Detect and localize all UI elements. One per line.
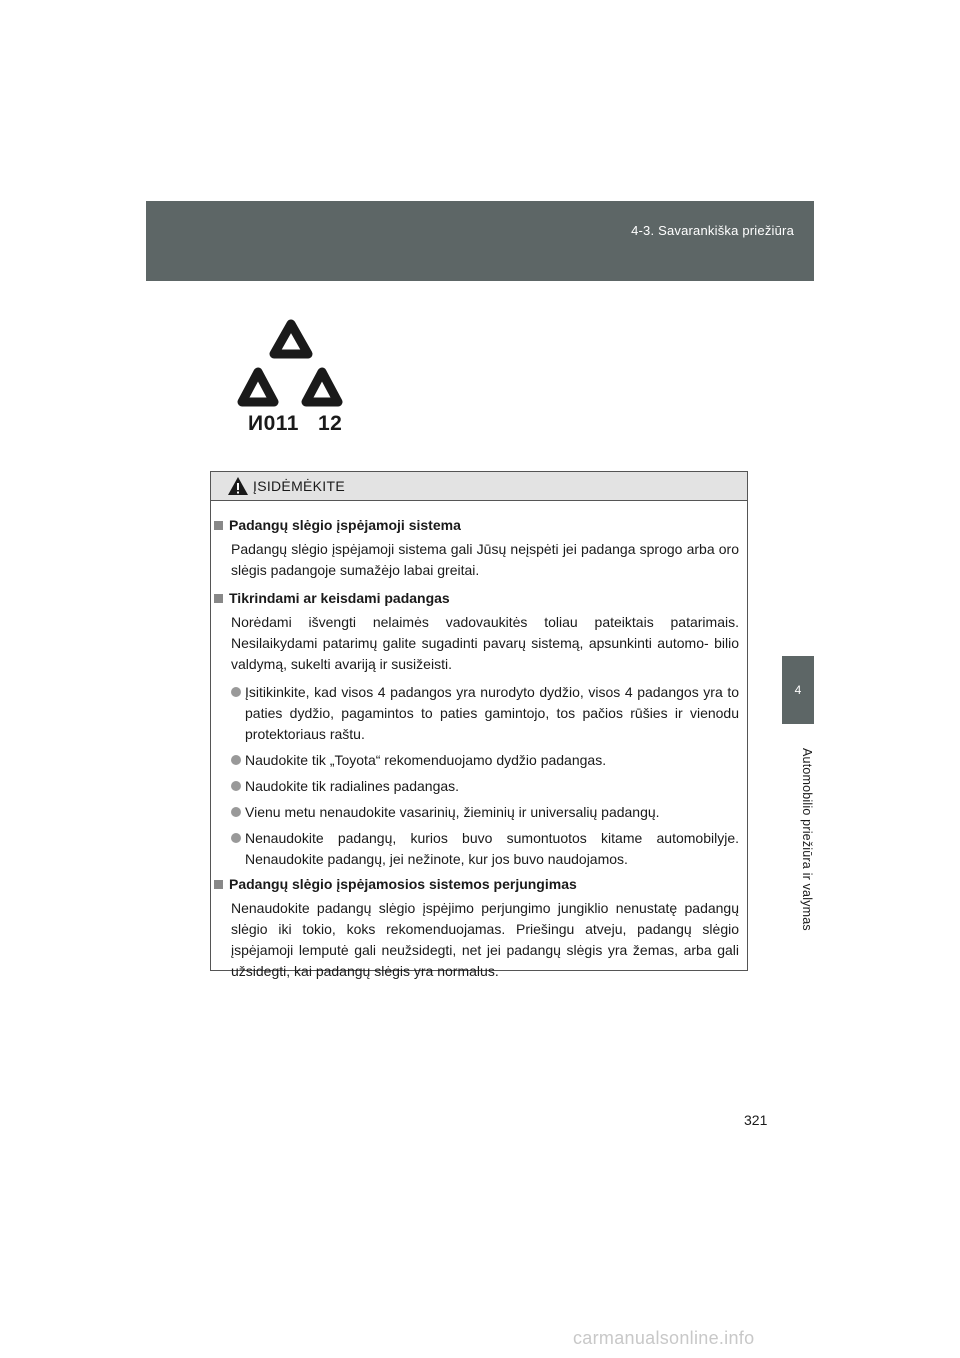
section-heading: Padangų slėgio įspėjamoji sistema [214, 515, 739, 536]
list-item: Vienu metu nenaudokite vasarinių, žieminių ir universalių padangų. [214, 802, 739, 823]
bullet-dot-icon [231, 807, 241, 817]
footer-watermark: carmanualsonline.info [573, 1328, 755, 1348]
list-item: Nenaudokite padangų, kurios buvo sumontuotos kitame automobilyje. Nenaudokite padangų, jei nežinote, kur jos buvo naudojamos. [214, 828, 739, 870]
list-item: Naudokite tik „Toyota“ rekomenduojamo dydžio padangas. [214, 750, 739, 771]
square-bullet-icon [214, 521, 223, 530]
paragraph: Norėdami išvengti nelaimės vadovaukitės toliau pateiktais patarimais. Nesilaikydami patarimų galite sugadinti pavarų sistemą, apsunkinti automo- bilio valdymą, sukelti avariją ir susižeisti. [231, 614, 739, 672]
bullet-dot-icon [231, 687, 241, 697]
paragraph: Padangų slėgio įspėjamoji sistema gali Jūsų neįspėti jei padanga sprogo arba oro slėgis padangoje sumažėjo labai greitai. [231, 541, 739, 578]
square-bullet-icon [214, 594, 223, 603]
section-title: 4-3. Savarankiška priežiūra [631, 223, 794, 238]
warning-triangle-icon [227, 476, 249, 496]
section-heading: Padangų slėgio įspėjamosios sistemos perjungimas [214, 874, 739, 895]
symbol-label: И011 12 [248, 412, 343, 435]
bullet-dot-icon [231, 833, 241, 843]
header-band [146, 201, 814, 281]
paragraph: Nenaudokite padangų slėgio įspėjimo perjungimo jungiklio nenustatę padangų slėgio iki tokio, koks rekomenduojamas. Priešingu atveju, padangų slėgio įspėjamoji lemputė gali neužsidegti, net jei padangų slėgis yra žemas, arba gali užsidegti, kai padangų slėgis yra normalus. [231, 900, 739, 979]
chapter-label: Automobilio priežiūra ir valymas [800, 747, 814, 931]
page-number: 321 [744, 1112, 768, 1128]
square-bullet-icon [214, 880, 223, 889]
bullet-dot-icon [231, 781, 241, 791]
chapter-tab: 4 [782, 656, 814, 724]
warning-body [211, 501, 747, 982]
section-heading: Tikrindami ar keisdami padangas [214, 588, 739, 609]
bullet-dot-icon [231, 755, 241, 765]
warning-box [210, 471, 748, 979]
list-item: Naudokite tik radialines padangas. [214, 776, 739, 797]
warning-header [211, 472, 747, 501]
list-item: Įsitikinkite, kad visos 4 padangos yra nurodyto dydžio, visos 4 padangos yra to paties dydžio, pagamintos to paties gamintojo, tos pačios rūšies ir vienodu protektoriaus raštu. [214, 682, 739, 745]
warning-title: ĮSIDĖMĖKITE [253, 478, 345, 494]
